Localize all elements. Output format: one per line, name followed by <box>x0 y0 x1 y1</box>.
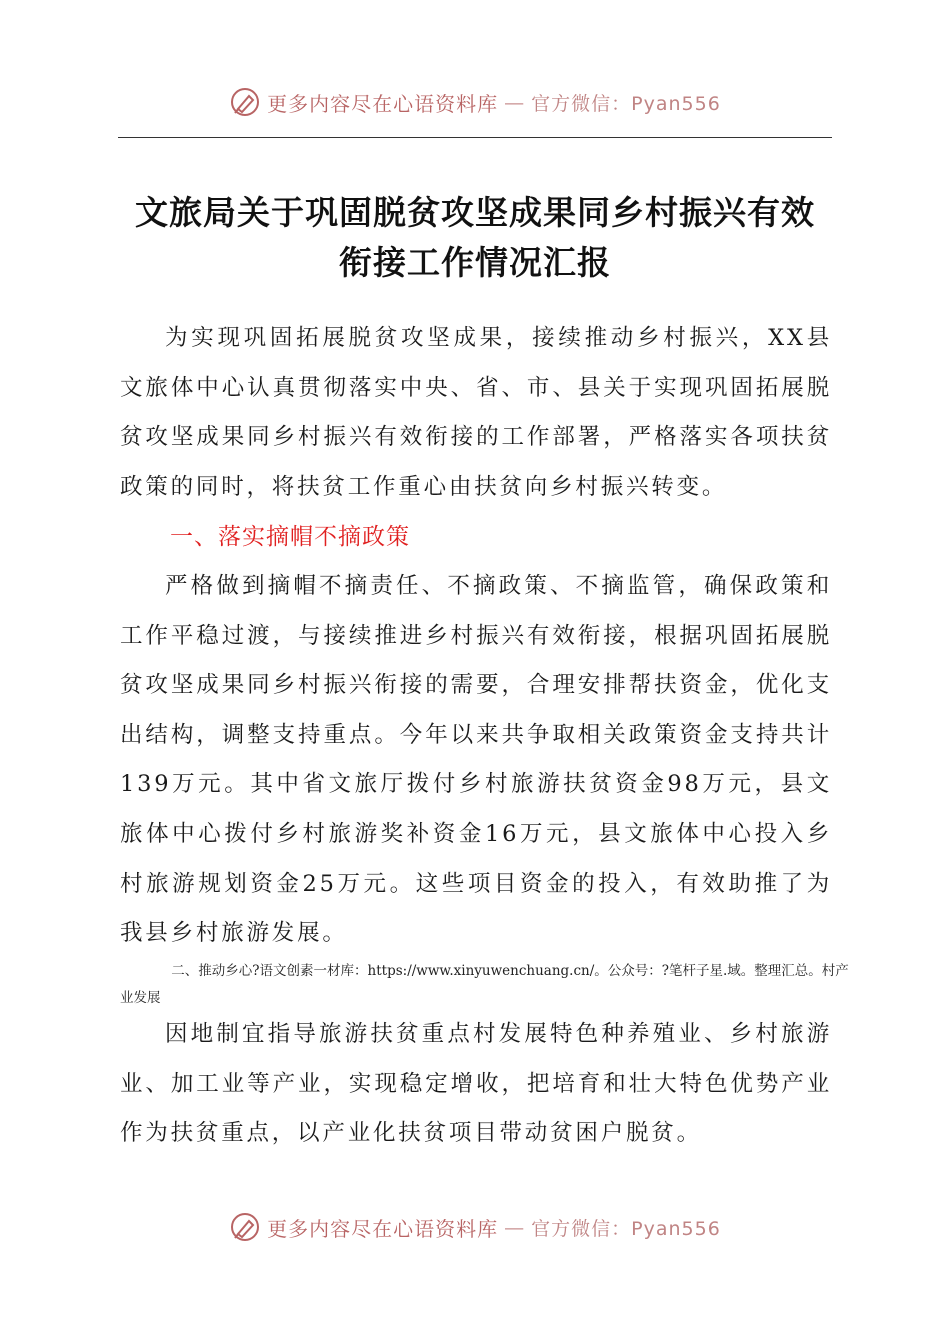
banner-contact: 官方微信：Pyan556 <box>531 1217 721 1240</box>
section2-heading-note: 二、推动乡心?语文创素一材库：https://www.xinyuwenchuang.cn/。公众号：?笔杆子星.域。整理汇总。村产业发展 <box>120 963 849 1006</box>
title-line-1: 文旅局关于巩固脱贫攻坚成果同乡村振兴有效 <box>135 193 815 232</box>
title-line-2: 衔接工作情况汇报 <box>339 243 611 282</box>
document-title <box>100 188 850 288</box>
banner-contact: 官方微信：Pyan556 <box>531 92 721 115</box>
section1-heading: 一、落实摘帽不摘政策 <box>170 524 410 550</box>
header-watermark-banner <box>0 86 950 118</box>
banner-text: 更多内容尽在心语资料库 <box>267 91 499 116</box>
banner-text: 更多内容尽在心语资料库 <box>267 1216 499 1241</box>
section1-paragraph: 严格做到摘帽不摘责任、不摘政策、不摘监管，确保政策和工作平稳过渡，与接续推进乡村振兴有效衔接，根据巩固拓展脱贫攻坚成果同乡村振兴衔接的需要，合理安排帮扶资金，优化支出结构，调整支持重点。今年以来共争取相关政策资金支持共计139万元。其中省文旅厅拨付乡村旅游扶贫资金98万元，县文旅体中心拨付乡村旅游奖补资金16万元，县文旅体中心投入乡村旅游规划资金25万元。这些项目资金的投入，有效助推了为我县乡村旅游发展。 <box>120 573 832 947</box>
banner-separator: — <box>504 1215 526 1239</box>
pen-nib-logo-icon <box>229 86 261 118</box>
section2-paragraph: 因地制宜指导旅游扶贫重点村发展特色种养殖业、乡村旅游业、加工业等产业，实现稳定增收，把培育和壮大特色优势产业作为扶贫重点，以产业化扶贫项目带动贫困户脱贫。 <box>120 1021 832 1147</box>
intro-paragraph: 为实现巩固拓展脱贫攻坚成果，接续推动乡村振兴，XX县文旅体中心认真贯彻落实中央、省、市、县关于实现巩固拓展脱贫攻坚成果同乡村振兴有效衔接的工作部署，严格落实各项扶贫政策的同时，将扶贫工作重心由扶贫向乡村振兴转变。 <box>120 325 832 500</box>
footer-watermark-banner <box>0 1211 950 1243</box>
pen-nib-logo-icon <box>229 1211 261 1243</box>
header-divider <box>118 137 832 138</box>
banner-separator: — <box>504 90 526 114</box>
